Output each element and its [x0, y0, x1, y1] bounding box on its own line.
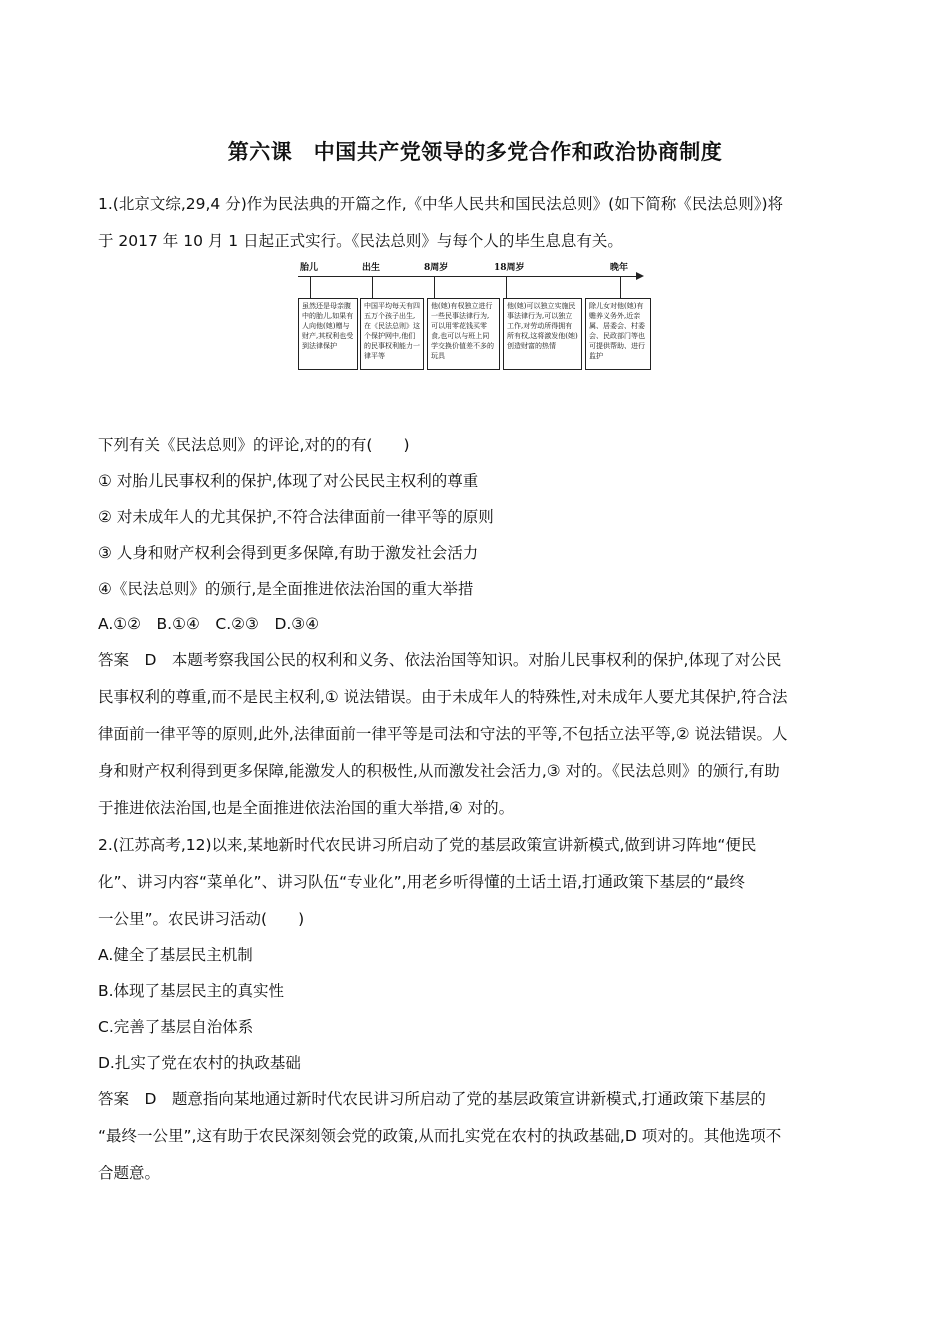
stage-box-age-18: 他(她)可以独立实施民事法律行为,可以独立工作,对劳动所得拥有所有权,这将激发他(她)创造财富的热情	[503, 298, 582, 370]
stage-label-old-age: 晚年	[610, 263, 629, 273]
q1-answer-line-4: 身和财产权利得到更多保障,能激发人的积极性,从而激发社会活力,③ 对的。《民法总则》的颁行,有助	[98, 762, 780, 780]
q2-option-c: C.完善了基层自治体系	[98, 1018, 254, 1036]
stage-label-birth: 出生	[362, 263, 381, 273]
q2-answer-line-3: 合题意。	[98, 1164, 161, 1182]
q1-item-4: ④《民法总则》的颁行,是全面推进依法治国的重大举措	[98, 580, 474, 598]
q2-option-d: D.扎实了党在农村的执政基础	[98, 1054, 301, 1072]
q2-stem-line-2: 化”、讲习内容“菜单化”、讲习队伍“专业化”,用老乡听得懂的土话土语,打通政策下基层的“最终	[98, 873, 746, 891]
timeline-tick	[434, 276, 435, 298]
q1-item-2: ② 对未成年人的尤其保护,不符合法律面前一律平等的原则	[98, 508, 494, 526]
q2-answer-line-2: “最终一公里”,这有助于农民深刻领会党的政策,从而扎实党在农村的执政基础,D 项对的。其他选项不	[98, 1127, 782, 1145]
timeline-tick	[620, 276, 621, 298]
q1-stem-line-1: 1.(北京文综,29,4 分)作为民法典的开篇之作,《中华人民共和国民法总则》(如下简称《民法总则》)将	[98, 195, 784, 213]
timeline-tick	[506, 276, 507, 298]
q1-answer-line-3: 律面前一律平等的原则,此外,法律面前一律平等是司法和守法的平等,不包括立法平等,② 说法错误。人	[98, 725, 788, 743]
life-stage-timeline-figure	[296, 258, 656, 374]
q1-options: A.①② B.①④ C.②③ D.③④	[98, 615, 320, 633]
q2-stem-line-3: 一公里”。农民讲习活动( )	[98, 910, 305, 928]
q1-answer-line-1: 答案 D 本题考察我国公民的权利和义务、依法治国等知识。对胎儿民事权利的保护,体现了对公民	[98, 651, 782, 669]
stage-box-fetus: 虽然还是母亲腹中的胎儿,如果有人向他(她)赠与财产,其权利也受到法律保护	[298, 298, 358, 370]
timeline-tick	[310, 276, 311, 298]
q2-option-b: B.体现了基层民主的真实性	[98, 982, 285, 1000]
q2-option-a: A.健全了基层民主机制	[98, 946, 253, 964]
q2-answer-line-1: 答案 D 题意指向某地通过新时代农民讲习所启动了党的基层政策宣讲新模式,打通政策下基层的	[98, 1090, 766, 1108]
q1-answer-line-5: 于推进依法治国,也是全面推进依法治国的重大举措,④ 对的。	[98, 799, 515, 817]
stage-label-age-18: 18周岁	[494, 263, 525, 273]
q1-stem-line-2: 于 2017 年 10 月 1 日起正式实行。《民法总则》与每个人的毕生息息有关。	[98, 232, 623, 250]
q1-answer-line-2: 民事权利的尊重,而不是民主权利,① 说法错误。由于未成年人的特殊性,对未成年人要尤其保护,符合法	[98, 688, 788, 706]
timeline-tick	[372, 276, 373, 298]
q1-prompt: 下列有关《民法总则》的评论,对的的有( )	[98, 436, 410, 454]
page-title: 第六课 中国共产党领导的多党合作和政治协商制度	[227, 140, 723, 164]
stage-label-fetus: 胎儿	[300, 263, 319, 273]
q1-item-3: ③ 人身和财产权利会得到更多保障,有助于激发社会活力	[98, 544, 479, 562]
timeline-arrow	[636, 272, 644, 280]
q1-item-1: ① 对胎儿民事权利的保护,体现了对公民民主权利的尊重	[98, 472, 479, 490]
stage-box-age-8: 他(她)有权独立进行一些民事法律行为,可以用零花钱买零食,也可以与班上同学交换价值差不多的玩具	[427, 298, 500, 370]
stage-box-old-age: 除儿女对他(她)有赡养义务外,近亲属、居委会、村委会、民政部门等也可提供帮助、进行监护	[585, 298, 651, 370]
timeline-axis	[298, 276, 642, 277]
stage-label-age-8: 8周岁	[424, 263, 449, 273]
q2-stem-line-1: 2.(江苏高考,12)以来,某地新时代农民讲习所启动了党的基层政策宣讲新模式,做到讲习阵地“便民	[98, 836, 757, 854]
stage-box-birth: 中国平均每天有四五万个孩子出生,在《民法总则》这个保护网中,他们的民事权利能力一律平等	[360, 298, 424, 370]
